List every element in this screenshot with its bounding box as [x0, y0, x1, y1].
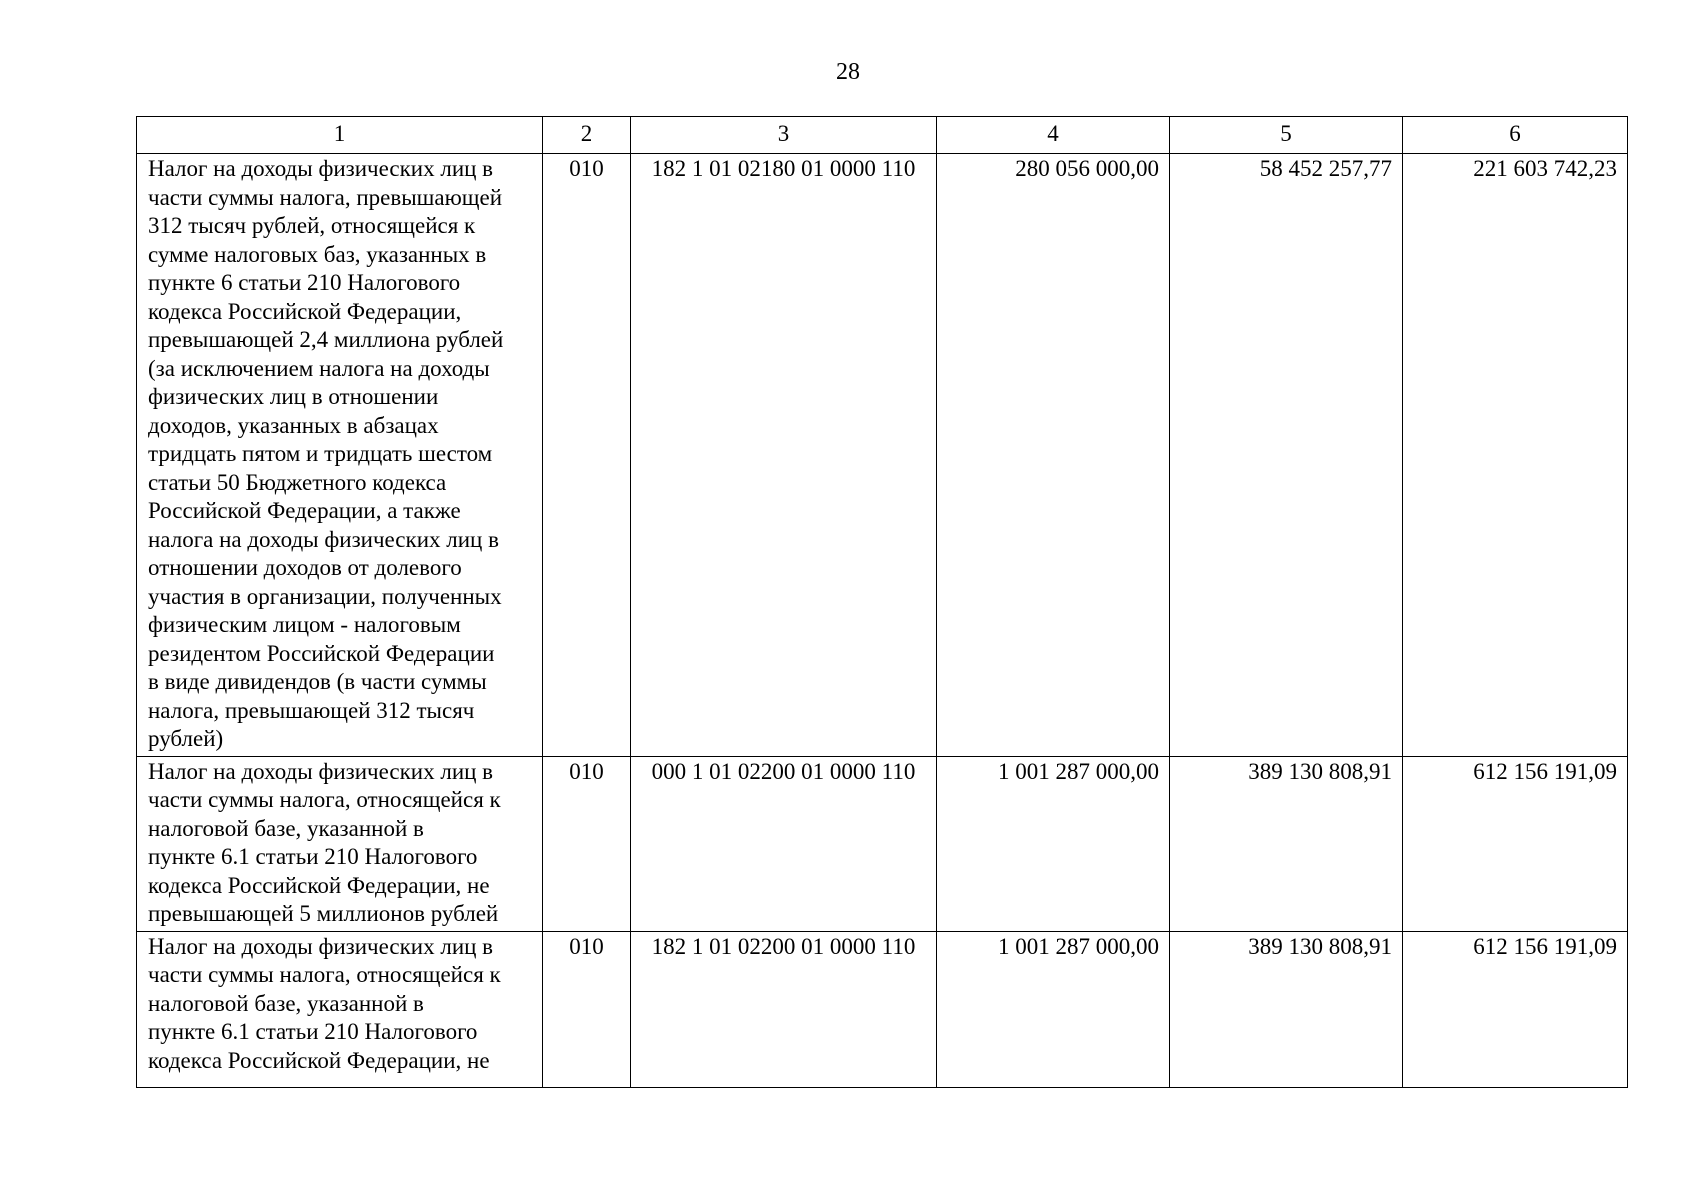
table-row: [137, 154, 1628, 757]
row-code-cell: 010: [543, 931, 631, 1087]
approved-amount-cell: 280 056 000,00: [937, 154, 1170, 757]
executed-amount-cell: 389 130 808,91: [1170, 931, 1403, 1087]
column-header-1: 1: [137, 117, 543, 154]
approved-amount-cell: 1 001 287 000,00: [937, 756, 1170, 931]
income-code-cell: 182 1 01 02200 01 0000 110: [631, 931, 937, 1087]
row-code-cell: 010: [543, 154, 631, 757]
column-header-3: 3: [631, 117, 937, 154]
report-table: [136, 116, 1628, 1088]
column-header-5: 5: [1170, 117, 1403, 154]
income-name-cell: Налог на доходы физических лиц в части суммы налога, относящейся к налоговой базе, указанной в пункте 6.1 статьи 210 Налогового кодекса Российской Федерации, не превышающей 5 миллионов рублей: [137, 756, 543, 931]
table-row: [137, 756, 1628, 931]
unexecuted-amount-cell: 612 156 191,09: [1403, 756, 1628, 931]
page-number: 28: [836, 59, 860, 85]
table-header: [137, 117, 1628, 154]
income-code-cell: 000 1 01 02200 01 0000 110: [631, 756, 937, 931]
income-name-cell: Налог на доходы физических лиц в части суммы налога, превышающей 312 тысяч рублей, относящейся к сумме налоговых баз, указанных в пункте 6 статьи 210 Налогового кодекса Российской Федерации, превышающей 2,4 миллиона рублей (за исключением налога на доходы физических лиц в отношении доходов, указанных в абзацах тридцать пятом и тридцать шестом статьи 50 Бюджетного кодекса Российской Федерации, а также налога на доходы физических лиц в отношении доходов от долевого участия в организации, полученных физическим лицом - налоговым резидентом Российской Федерации в виде дивидендов (в части суммы налога, превышающей 312 тысяч рублей): [137, 154, 543, 757]
table-body: [137, 154, 1628, 1088]
table-row: [137, 931, 1628, 1087]
column-header-4: 4: [937, 117, 1170, 154]
executed-amount-cell: 389 130 808,91: [1170, 756, 1403, 931]
header-row: [137, 117, 1628, 154]
approved-amount-cell: 1 001 287 000,00: [937, 931, 1170, 1087]
executed-amount-cell: 58 452 257,77: [1170, 154, 1403, 757]
income-name-cell: Налог на доходы физических лиц в части суммы налога, относящейся к налоговой базе, указанной в пункте 6.1 статьи 210 Налогового кодекса Российской Федерации, не: [137, 931, 543, 1087]
unexecuted-amount-cell: 612 156 191,09: [1403, 931, 1628, 1087]
row-code-cell: 010: [543, 756, 631, 931]
income-code-cell: 182 1 01 02180 01 0000 110: [631, 154, 937, 757]
unexecuted-amount-cell: 221 603 742,23: [1403, 154, 1628, 757]
column-header-2: 2: [543, 117, 631, 154]
column-header-6: 6: [1403, 117, 1628, 154]
